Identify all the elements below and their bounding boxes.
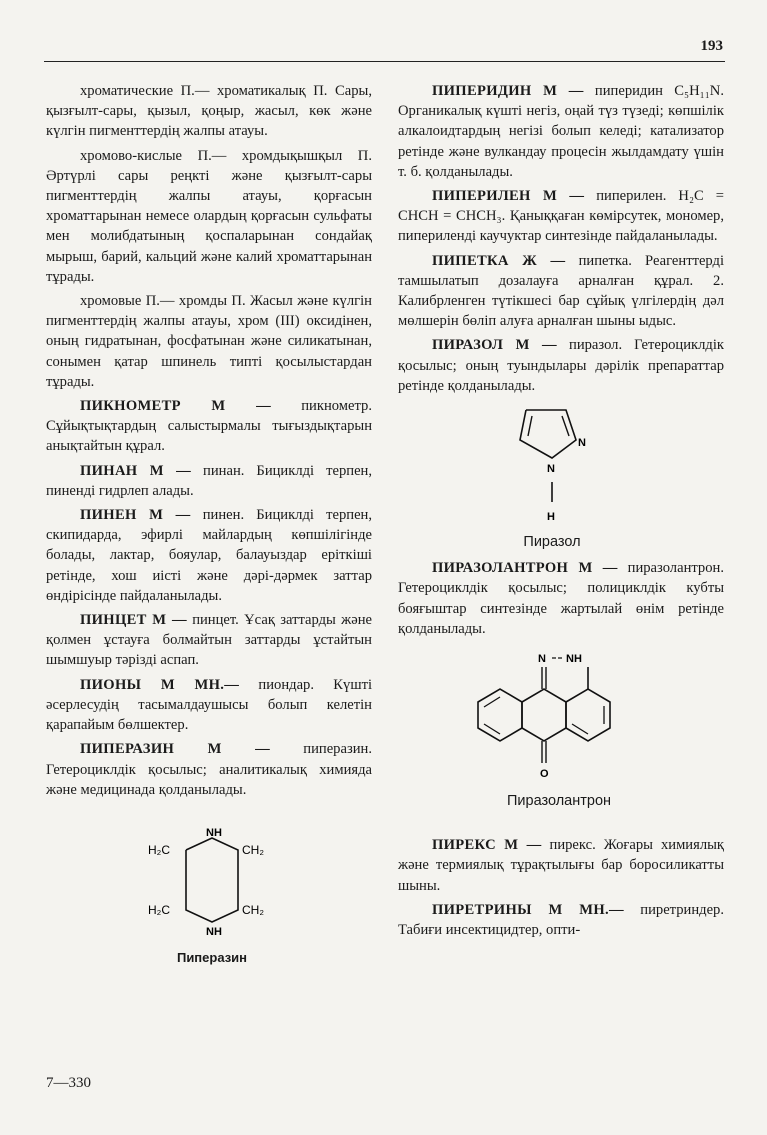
dictionary-entry <box>398 900 724 940</box>
entry-headword: ПИНЕН М — <box>80 507 191 524</box>
entry-text: пипетка. Реагенттерді тамшылатып дозалауға арналған құрал. 2. Калибрленген түтікшесі бар сұйық үлгілердің дәл мөлшерін бөліп алуға арналған шыны ыдыс. <box>398 252 725 330</box>
dictionary-entry <box>398 835 724 896</box>
piperazine-structure <box>142 818 282 948</box>
dictionary-entry <box>46 396 372 457</box>
piperazine-figure <box>46 818 372 968</box>
entry-text: пинан. Бициклді терпен, пиненді гидрлеп алады. <box>46 462 373 499</box>
pyrazolanthrone-nh: NH <box>566 653 582 666</box>
entry-headword: ПИПЕРИЛЕН М — <box>432 188 585 205</box>
pyrazole-figure <box>398 402 724 552</box>
entry-headword: ПИРАЗОЛАНТРОН М — <box>432 560 618 577</box>
right-column <box>398 81 724 944</box>
dictionary-entry <box>398 186 724 247</box>
header-rule <box>44 61 725 62</box>
dictionary-entry <box>46 461 372 501</box>
left-column <box>46 81 372 974</box>
signature-mark: 7—330 <box>46 1075 91 1091</box>
pyrazole-n-bottom: N <box>547 463 555 476</box>
dictionary-entry <box>46 291 372 392</box>
piperazine-h2c-top: H₂C <box>148 842 170 857</box>
piperazine-nh-top: NH <box>206 826 222 839</box>
entry-text: пиразолантрон. Гетероциклдік қосылыс; полициклдік кубты бояғыштар синтезінде жартылай өнім ретінде қолданылады. <box>398 560 724 637</box>
entry-headword: ПИРЕТРИНЫ М МН.— <box>432 901 624 918</box>
page-number: 193 <box>700 38 723 54</box>
entry-headword: ПИНАН М — <box>80 462 192 479</box>
left-benzene-ring <box>478 689 522 741</box>
dictionary-entry <box>46 610 372 671</box>
entry-headword: ПИПЕРАЗИН М — <box>80 741 271 758</box>
pyrazole-caption: Пиразол <box>523 534 581 551</box>
dictionary-entry <box>46 146 372 287</box>
right-entries-mid <box>398 558 724 639</box>
dictionary-entry <box>398 558 724 639</box>
entry-text: пирекс. Жоғары химиялық және термиялық тұрақтылығы бар боросиликатты шыны. <box>398 837 724 894</box>
entry-text: хромовые П.— хромды П. Жасыл және күлгін пигменттердің жалпы атауы, хром (III) оксидінен, оның гидратынан, фосфатынан және силикатынан, сонымен қатар шпинель типті қосылыстардан тұрады. <box>46 293 372 390</box>
entry-headword: ПИПЕРИДИН М — <box>432 83 584 99</box>
left-entries <box>46 81 372 800</box>
right-entries-top <box>398 81 724 396</box>
piperazine-h2c-bottom: H₂C <box>148 902 170 917</box>
entry-text: пиразол. Гетероциклдік қосылыс; оның туындылары дәрілік препараттар ретінде қолданылады. <box>398 337 724 394</box>
dictionary-entry <box>398 81 724 182</box>
entry-text: пиретриндер. Табиғи инсектицидтер, опти- <box>398 901 724 939</box>
entry-text: пинцет. Ұсақ заттарды және қолмен ұстауға болмайтын заттарды ұстайтын шымшуыр тәрізді аспап. <box>46 612 372 669</box>
dictionary-entry <box>46 81 372 142</box>
entry-headword: ПИКНОМЕТР М — <box>80 398 271 415</box>
piperazine-ch2-top: CH₂ <box>242 842 264 857</box>
piperazine-caption: Пиперазин <box>176 949 248 965</box>
dictionary-entry <box>46 505 372 606</box>
pyrazolanthrone-o: O <box>540 768 549 781</box>
entry-headword: ПИПЕТКА Ж — <box>432 252 566 269</box>
entry-text: хроматические П.— хроматикалық П. Сары, қызғылт-сары, қызыл, қоңыр, жасыл, көк және күлгін пигменттердің жалпы атауы. <box>46 83 372 140</box>
piperazine-ring <box>186 838 238 922</box>
entry-headword: ПИНЦЕТ М — <box>80 612 187 629</box>
pyrazole-n-right: N <box>578 437 586 450</box>
pyrazole-structure <box>504 402 614 532</box>
middle-ring <box>522 689 566 741</box>
entry-text: пиондар. Күшті әсерлесудің тасымалдаушысы болып келетін қарапайым бөлшектер. <box>46 676 373 734</box>
entry-headword: ПИРЕКС М — <box>432 837 542 854</box>
entry-text: пикнометр. Сұйықтықтардың салыстырмалы тығыздықтарын анықтайтын құрал. <box>46 398 372 455</box>
pyrazolanthrone-n: N <box>538 653 546 666</box>
piperazine-ch2-bottom: CH₂ <box>242 902 264 917</box>
entry-text: пиперазин. Гетероциклдік қосылыс; аналитикалық химияда және медицинада қолданылады. <box>46 741 372 798</box>
pyrazolanthrone-figure <box>398 645 724 811</box>
entry-headword: ПИРАЗОЛ М — <box>432 337 557 354</box>
piperazine-nh-bottom: NH <box>206 925 222 938</box>
right-entries-bottom <box>398 835 724 940</box>
dictionary-entry <box>46 675 372 736</box>
pyrazolanthrone-caption: Пиразолантрон <box>506 793 612 810</box>
entry-text: пинен. Бициклді терпен, скипидарда, эфирлі майлардың көпшілігінде болады, лактар, бояулар, балауыздар еріткіші ретінде, хош иісті және дәрі-дәрмек заттар өндірісінде пайдаланылады. <box>46 507 372 604</box>
entry-text: пиперидин C₅H₁₁N. Органикалық күшті негіз, оңай түз түзеді; көпшілік алкалоидтардың негізі болып келеді; катализатор ретінде және вулкандау процесін жылдамдату үшін т. б. қолданылады. <box>398 83 724 180</box>
entry-text: пиперилен. H₂C = CHCH = CHCH₃. Қаныққаған көмірсутек, мономер, пипериленді каучуктар синтезінде пайдаланылады. <box>398 188 724 245</box>
pyrazole-h: H <box>547 511 555 524</box>
pyrazolanthrone-structure <box>464 645 654 785</box>
entry-headword: ПИОНЫ М МН.— <box>80 676 240 693</box>
dictionary-entry <box>398 335 724 396</box>
dictionary-entry <box>398 251 724 332</box>
dictionary-entry <box>46 739 372 800</box>
entry-text: хромово-кислые П.— хромдықышқыл П. Әртүрлі сары реңкті және қызғылт-сары пигменттердің жалпы атауы, қорғасын хроматтарынан немесе олардың қорғасын сульфаты мен молибдатының қоспаларынан сондайақ мырыш, барий, кальций және калий хроматтарынан тұрады. <box>46 147 372 285</box>
